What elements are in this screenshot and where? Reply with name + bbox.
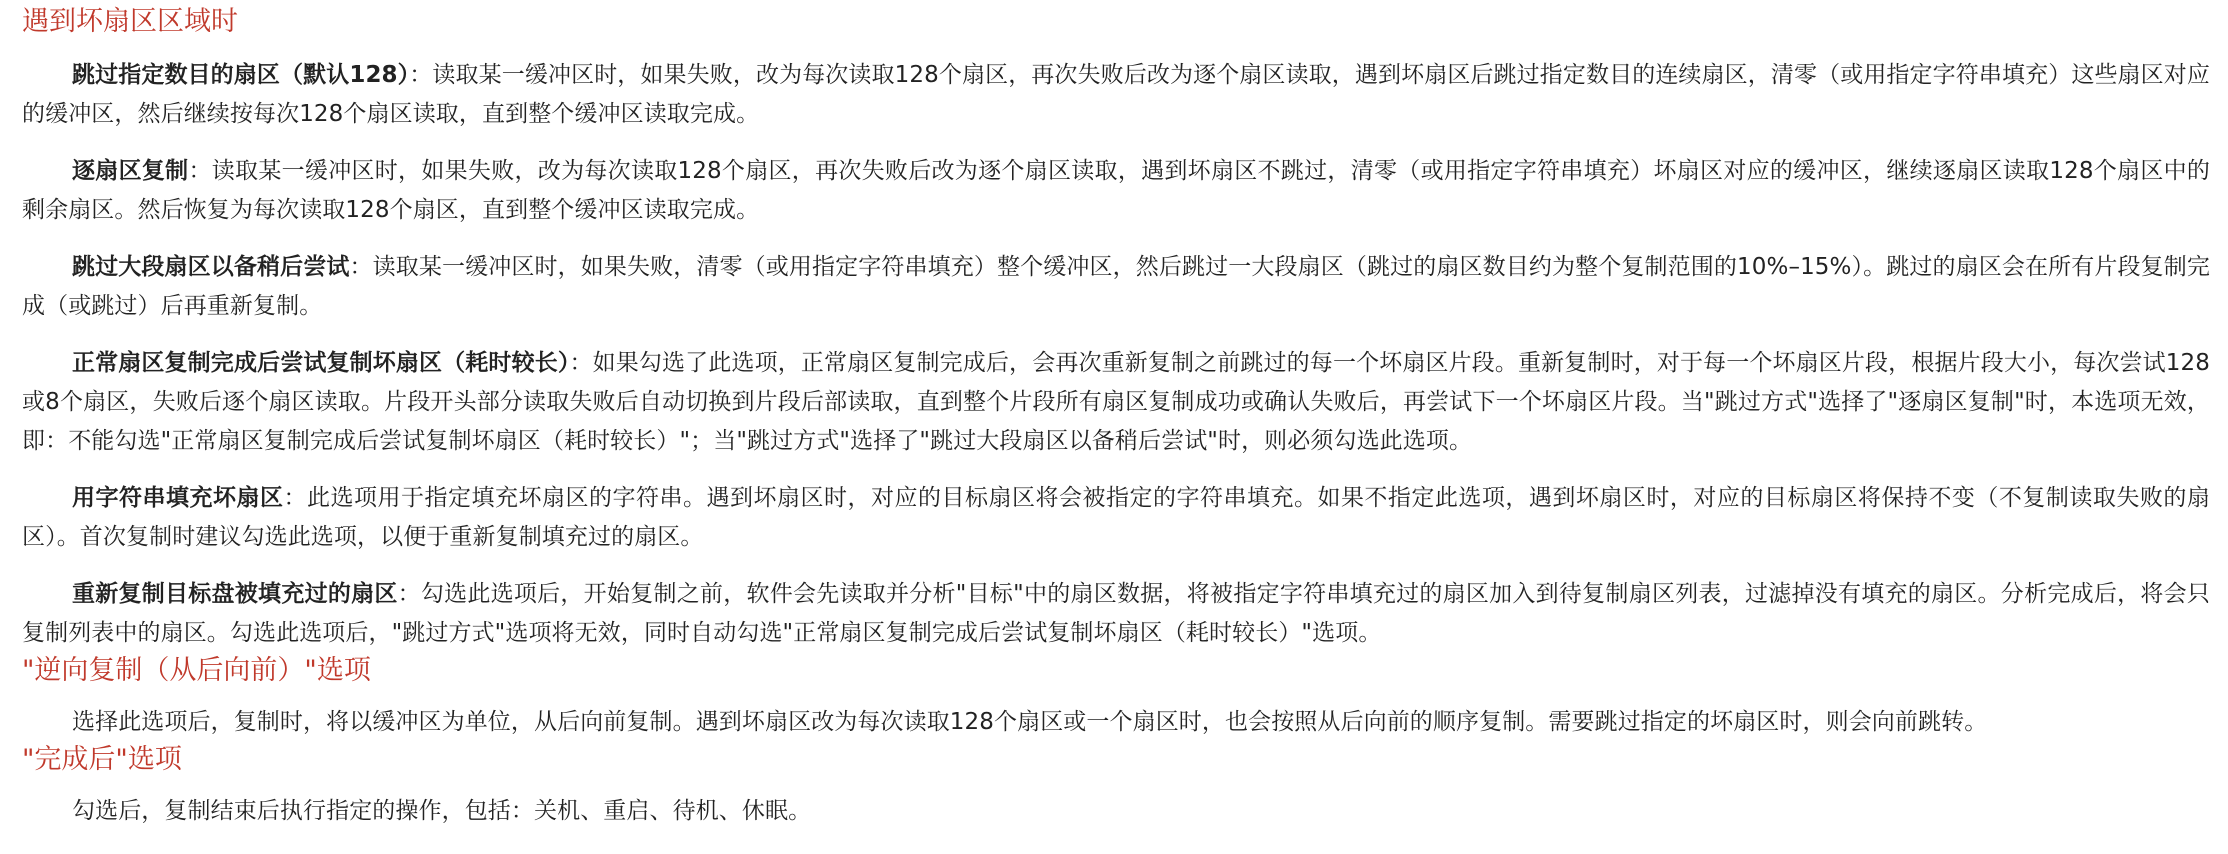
term-skip-sectors: 跳过指定数目的扇区（默认128） [72, 62, 410, 88]
term-sector-by-sector: 逐扇区复制 [72, 158, 189, 184]
term-separator: ： [349, 254, 373, 280]
spacer [22, 557, 2210, 575]
term-retry-bad-sectors: 正常扇区复制完成后尝试复制坏扇区（耗时较长） [72, 350, 570, 376]
term-skip-large-block: 跳过大段扇区以备稍后尝试 [72, 254, 350, 280]
term-separator: ： [409, 62, 433, 88]
paragraph-text: 如果勾选了此选项，正常扇区复制完成后，会再次重新复制之前跳过的每一个坏扇区片段。重新复制时，对于每一个坏扇区片段，根据片段大小，每次尝试128或8个扇区，失败后逐个扇区读取。片段开头部分读取失败后自动切换到片段后部读取，直到整个片段所有扇区复制成功或确认失败后，再尝试下一个坏扇区片段。当"跳过方式"选择了"逐扇区复制"时，本选项无效，即：不能勾选"正常扇区复制完成后尝试复制坏扇区（耗时较长）"；当"跳过方式"选择了"跳过大段扇区以备稍后尝试"时，则必须勾选此选项。 [22, 350, 2211, 454]
paragraph-text: 勾选后，复制结束后执行指定的操作，包括：关机、重启、待机、休眠。 [72, 798, 812, 824]
paragraph-retry-bad-sectors [22, 344, 2210, 461]
paragraph-skip-large-block [22, 248, 2210, 326]
paragraph-recopy-filled [22, 575, 2210, 653]
paragraph-text: 勾选此选项后，开始复制之前，软件会先读取并分析"目标"中的扇区数据，将被指定字符串填充过的扇区加入到待复制扇区列表，过滤掉没有填充的扇区。分析完成后，将会只复制列表中的扇区。勾选此选项后，"跳过方式"选项将无效，同时自动勾选"正常扇区复制完成后尝试复制坏扇区（耗时较长）"选项。 [22, 581, 2210, 646]
section-title-reverse-copy: "逆向复制（从后向前）"选项 [22, 655, 371, 686]
paragraph-text: 读取某一缓冲区时，如果失败，清零（或用指定字符串填充）整个缓冲区，然后跳过一大段扇区（跳过的扇区数目约为整个复制范围的10%–15%）。跳过的扇区会在所有片段复制完成（或跳过）后再重新复制。 [22, 254, 2211, 319]
paragraph-after-completion [22, 792, 2210, 831]
term-separator: ： [283, 485, 307, 511]
paragraph-text: 选择此选项后，复制时，将以缓冲区为单位，从后向前复制。遇到坏扇区改为每次读取128个扇区或一个扇区时，也会按照从后向前的顺序复制。需要跳过指定的坏扇区时，则会向前跳转。 [72, 709, 1988, 735]
term-recopy-filled: 重新复制目标盘被填充过的扇区 [72, 581, 398, 607]
spacer [22, 42, 2210, 56]
paragraph-text: 读取某一缓冲区时，如果失败，改为每次读取128个扇区，再次失败后改为逐个扇区读取，遇到坏扇区后跳过指定数目的连续扇区，清零（或用指定字符串填充）这些扇区对应的缓冲区，然后继续按每次128个扇区读取，直到整个缓冲区读取完成。 [22, 62, 2210, 127]
spacer [22, 461, 2210, 479]
spacer [22, 778, 2210, 792]
paragraph-reverse-copy [22, 703, 2210, 742]
paragraph-sector-by-sector [22, 152, 2210, 230]
term-separator: ： [188, 158, 212, 184]
term-separator: ： [397, 581, 421, 607]
spacer [22, 689, 2210, 703]
paragraph-fill-string [22, 479, 2210, 557]
spacer [22, 326, 2210, 344]
section-title-bad-sector: 遇到坏扇区区域时 [22, 6, 238, 37]
section-title-after-completion: "完成后"选项 [22, 744, 182, 775]
term-separator: ： [569, 350, 593, 376]
paragraph-text: 读取某一缓冲区时，如果失败，改为每次读取128个扇区，再次失败后改为逐个扇区读取，遇到坏扇区不跳过，清零（或用指定字符串填充）坏扇区对应的缓冲区，继续逐扇区读取128个扇区中的剩余扇区。然后恢复为每次读取128个扇区，直到整个缓冲区读取完成。 [22, 158, 2210, 223]
spacer [22, 230, 2210, 248]
spacer [22, 134, 2210, 152]
paragraph-text: 此选项用于指定填充坏扇区的字符串。遇到坏扇区时，对应的目标扇区将会被指定的字符串填充。如果不指定此选项，遇到坏扇区时，对应的目标扇区将保持不变（不复制读取失败的扇区）。首次复制时建议勾选此选项，以便于重新复制填充过的扇区。 [22, 485, 2210, 550]
term-fill-string: 用字符串填充坏扇区 [72, 485, 284, 511]
paragraph-skip-sectors [22, 56, 2210, 134]
